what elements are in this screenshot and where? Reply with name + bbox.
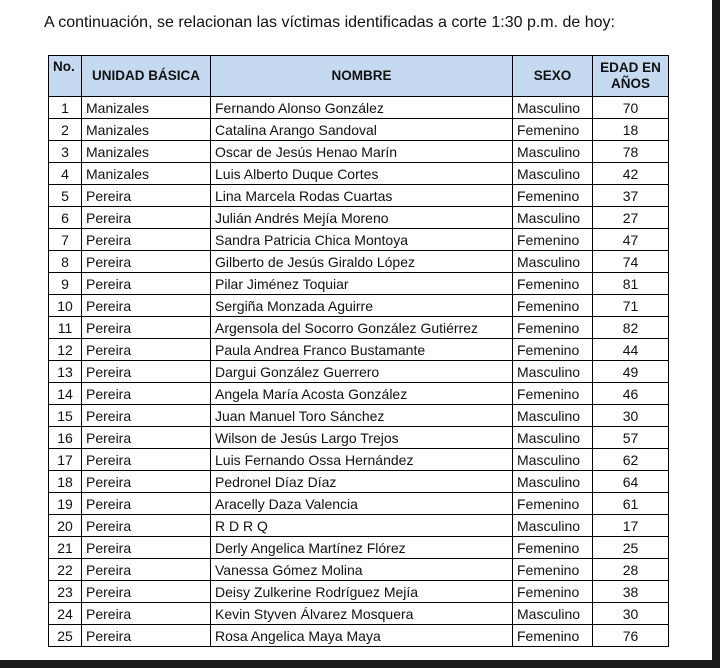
cell-sexo: Masculino — [513, 515, 593, 537]
cell-no: 12 — [49, 339, 82, 361]
cell-no: 6 — [49, 207, 82, 229]
cell-no: 21 — [49, 537, 82, 559]
table-row — [49, 295, 669, 317]
intro-text: A continuación, se relacionan las víctimas identificadas a corte 1:30 p.m. de hoy: — [44, 14, 615, 31]
cell-unidad: Pereira — [82, 427, 211, 449]
cell-no: 17 — [49, 449, 82, 471]
cell-no: 10 — [49, 295, 82, 317]
cell-sexo: Femenino — [513, 273, 593, 295]
cell-nombre: Aracelly Daza Valencia — [211, 493, 513, 515]
cell-sexo: Masculino — [513, 97, 593, 119]
table-row — [49, 383, 669, 405]
header-edad-line1: EDAD EN — [600, 60, 661, 75]
header-edad — [593, 56, 669, 97]
cell-nombre: Rosa Angelica Maya Maya — [211, 625, 513, 647]
cell-nombre: Paula Andrea Franco Bustamante — [211, 339, 513, 361]
cell-unidad: Pereira — [82, 207, 211, 229]
cell-edad: 61 — [593, 493, 669, 515]
cell-edad: 37 — [593, 185, 669, 207]
cell-sexo: Femenino — [513, 559, 593, 581]
cell-no: 11 — [49, 317, 82, 339]
table-row — [49, 97, 669, 119]
cell-edad: 81 — [593, 273, 669, 295]
cell-unidad: Pereira — [82, 405, 211, 427]
table-row — [49, 317, 669, 339]
cell-edad: 71 — [593, 295, 669, 317]
cell-unidad: Pereira — [82, 471, 211, 493]
cell-edad: 49 — [593, 361, 669, 383]
header-no: No. — [49, 56, 82, 97]
cell-edad: 18 — [593, 119, 669, 141]
table-row — [49, 471, 669, 493]
cell-edad: 30 — [593, 603, 669, 625]
cell-nombre: Julián Andrés Mejía Moreno — [211, 207, 513, 229]
cell-edad: 70 — [593, 97, 669, 119]
cell-sexo: Femenino — [513, 317, 593, 339]
table-row — [49, 515, 669, 537]
cell-nombre: Wilson de Jesús Largo Trejos — [211, 427, 513, 449]
cell-unidad: Manizales — [82, 141, 211, 163]
cell-edad: 38 — [593, 581, 669, 603]
cell-nombre: Catalina Arango Sandoval — [211, 119, 513, 141]
cell-edad: 27 — [593, 207, 669, 229]
cell-sexo: Femenino — [513, 537, 593, 559]
cell-nombre: Sergiña Monzada Aguirre — [211, 295, 513, 317]
cell-no: 2 — [49, 119, 82, 141]
cell-sexo: Masculino — [513, 427, 593, 449]
cell-sexo: Femenino — [513, 339, 593, 361]
cell-no: 1 — [49, 97, 82, 119]
cell-sexo: Masculino — [513, 141, 593, 163]
cell-unidad: Pereira — [82, 449, 211, 471]
cell-nombre: Lina Marcela Rodas Cuartas — [211, 185, 513, 207]
cell-nombre: Luis Alberto Duque Cortes — [211, 163, 513, 185]
cell-edad: 46 — [593, 383, 669, 405]
cell-edad: 25 — [593, 537, 669, 559]
cell-sexo: Masculino — [513, 163, 593, 185]
cell-nombre: Fernando Alonso González — [211, 97, 513, 119]
cell-no: 7 — [49, 229, 82, 251]
cell-edad: 30 — [593, 405, 669, 427]
cell-sexo: Femenino — [513, 295, 593, 317]
table-row — [49, 449, 669, 471]
cell-edad: 76 — [593, 625, 669, 647]
cell-edad: 47 — [593, 229, 669, 251]
cell-unidad: Pereira — [82, 273, 211, 295]
cell-no: 18 — [49, 471, 82, 493]
cell-sexo: Masculino — [513, 251, 593, 273]
cell-sexo: Masculino — [513, 603, 593, 625]
cell-sexo: Femenino — [513, 229, 593, 251]
cell-no: 13 — [49, 361, 82, 383]
header-sexo: SEXO — [513, 56, 593, 97]
cell-sexo: Femenino — [513, 493, 593, 515]
header-unidad: UNIDAD BÁSICA — [82, 56, 211, 97]
cell-edad: 57 — [593, 427, 669, 449]
cell-no: 20 — [49, 515, 82, 537]
cell-nombre: Gilberto de Jesús Giraldo López — [211, 251, 513, 273]
cell-no: 5 — [49, 185, 82, 207]
table-row — [49, 163, 669, 185]
table-row — [49, 229, 669, 251]
cell-sexo: Femenino — [513, 119, 593, 141]
table-row — [49, 581, 669, 603]
cell-no: 4 — [49, 163, 82, 185]
cell-no: 15 — [49, 405, 82, 427]
cell-no: 22 — [49, 559, 82, 581]
cell-nombre: Luis Fernando Ossa Hernández — [211, 449, 513, 471]
cell-unidad: Pereira — [82, 185, 211, 207]
cell-edad: 17 — [593, 515, 669, 537]
frame-bottom — [0, 660, 720, 668]
cell-nombre: Sandra Patricia Chica Montoya — [211, 229, 513, 251]
cell-nombre: Pedronel Díaz Díaz — [211, 471, 513, 493]
cell-edad: 74 — [593, 251, 669, 273]
cell-nombre: Oscar de Jesús Henao Marín — [211, 141, 513, 163]
table-row — [49, 559, 669, 581]
cell-unidad: Pereira — [82, 295, 211, 317]
table-row — [49, 251, 669, 273]
table-row — [49, 207, 669, 229]
frame-right — [712, 0, 720, 668]
header-nombre: NOMBRE — [211, 56, 513, 97]
table-row — [49, 361, 669, 383]
cell-unidad: Pereira — [82, 317, 211, 339]
cell-unidad: Manizales — [82, 97, 211, 119]
table-row — [49, 185, 669, 207]
cell-edad: 62 — [593, 449, 669, 471]
cell-unidad: Pereira — [82, 625, 211, 647]
cell-no: 25 — [49, 625, 82, 647]
cell-no: 8 — [49, 251, 82, 273]
cell-sexo: Masculino — [513, 361, 593, 383]
cell-edad: 78 — [593, 141, 669, 163]
cell-unidad: Pereira — [82, 603, 211, 625]
cell-nombre: Derly Angelica Martínez Flórez — [211, 537, 513, 559]
cell-unidad: Pereira — [82, 515, 211, 537]
cell-unidad: Pereira — [82, 493, 211, 515]
cell-no: 24 — [49, 603, 82, 625]
table-row — [49, 119, 669, 141]
cell-no: 16 — [49, 427, 82, 449]
cell-sexo: Femenino — [513, 581, 593, 603]
cell-nombre: Pilar Jiménez Toquiar — [211, 273, 513, 295]
cell-nombre: Juan Manuel Toro Sánchez — [211, 405, 513, 427]
cell-edad: 82 — [593, 317, 669, 339]
cell-unidad: Pereira — [82, 559, 211, 581]
cell-edad: 28 — [593, 559, 669, 581]
table-row — [49, 405, 669, 427]
table-header-row — [49, 56, 669, 97]
cell-nombre: Vanessa Gómez Molina — [211, 559, 513, 581]
cell-edad: 64 — [593, 471, 669, 493]
table-row — [49, 537, 669, 559]
cell-nombre: Dargui González Guerrero — [211, 361, 513, 383]
cell-sexo: Masculino — [513, 471, 593, 493]
cell-nombre: Angela María Acosta González — [211, 383, 513, 405]
cell-nombre: Kevin Styven Álvarez Mosquera — [211, 603, 513, 625]
victims-table — [48, 55, 669, 647]
cell-unidad: Pereira — [82, 581, 211, 603]
cell-sexo: Femenino — [513, 383, 593, 405]
table-row — [49, 603, 669, 625]
table-row — [49, 427, 669, 449]
cell-unidad: Pereira — [82, 229, 211, 251]
table-row — [49, 625, 669, 647]
cell-unidad: Pereira — [82, 361, 211, 383]
header-edad-line2: AÑOS — [610, 76, 650, 91]
cell-edad: 42 — [593, 163, 669, 185]
cell-unidad: Pereira — [82, 251, 211, 273]
cell-sexo: Femenino — [513, 625, 593, 647]
cell-no: 3 — [49, 141, 82, 163]
cell-no: 19 — [49, 493, 82, 515]
cell-no: 9 — [49, 273, 82, 295]
cell-edad: 44 — [593, 339, 669, 361]
table-row — [49, 273, 669, 295]
cell-sexo: Masculino — [513, 207, 593, 229]
cell-no: 14 — [49, 383, 82, 405]
table-row — [49, 141, 669, 163]
cell-unidad: Pereira — [82, 383, 211, 405]
cell-unidad: Manizales — [82, 119, 211, 141]
cell-sexo: Masculino — [513, 449, 593, 471]
cell-sexo: Masculino — [513, 405, 593, 427]
cell-nombre: R D R Q — [211, 515, 513, 537]
cell-nombre: Argensola del Socorro González Gutiérrez — [211, 317, 513, 339]
cell-no: 23 — [49, 581, 82, 603]
cell-sexo: Femenino — [513, 185, 593, 207]
cell-unidad: Pereira — [82, 537, 211, 559]
cell-unidad: Manizales — [82, 163, 211, 185]
table-row — [49, 493, 669, 515]
cell-unidad: Pereira — [82, 339, 211, 361]
table-row — [49, 339, 669, 361]
cell-nombre: Deisy Zulkerine Rodríguez Mejía — [211, 581, 513, 603]
